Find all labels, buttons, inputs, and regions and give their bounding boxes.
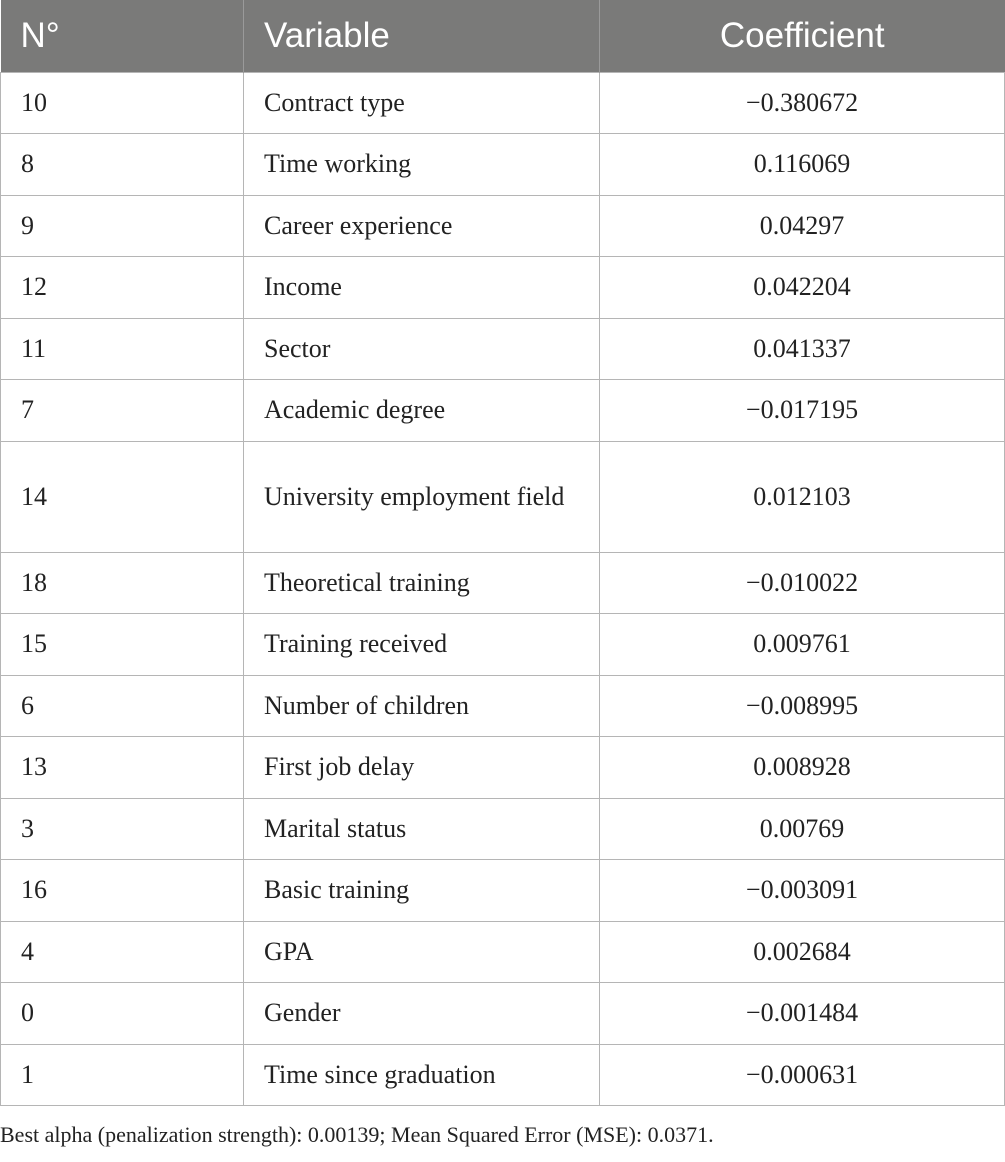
row-number: 10 — [1, 72, 244, 134]
table-row — [1, 257, 1005, 319]
table-row — [1, 675, 1005, 737]
row-number: 0 — [1, 983, 244, 1045]
header-number: N° — [1, 0, 244, 72]
row-variable: GPA — [244, 921, 600, 983]
row-coefficient: −0.008995 — [600, 675, 1005, 737]
row-number: 7 — [1, 380, 244, 442]
table-row — [1, 318, 1005, 380]
row-coefficient: −0.003091 — [600, 860, 1005, 922]
table-row — [1, 860, 1005, 922]
row-number: 15 — [1, 614, 244, 676]
header-coefficient: Coefficient — [600, 0, 1005, 72]
row-number: 8 — [1, 134, 244, 196]
row-variable: Training received — [244, 614, 600, 676]
table-row — [1, 552, 1005, 614]
table-row — [1, 798, 1005, 860]
row-variable: Basic training — [244, 860, 600, 922]
row-coefficient: −0.000631 — [600, 1044, 1005, 1106]
row-coefficient: 0.116069 — [600, 134, 1005, 196]
table-header-row — [1, 0, 1005, 72]
table-row — [1, 195, 1005, 257]
row-variable: Income — [244, 257, 600, 319]
row-variable: University employment field — [244, 441, 600, 552]
row-coefficient: −0.380672 — [600, 72, 1005, 134]
row-number: 3 — [1, 798, 244, 860]
row-coefficient: 0.04297 — [600, 195, 1005, 257]
row-variable: Marital status — [244, 798, 600, 860]
table-row — [1, 72, 1005, 134]
row-coefficient: 0.00769 — [600, 798, 1005, 860]
row-variable: Academic degree — [244, 380, 600, 442]
row-coefficient: 0.009761 — [600, 614, 1005, 676]
row-variable: Career experience — [244, 195, 600, 257]
row-coefficient: 0.002684 — [600, 921, 1005, 983]
row-variable: Time working — [244, 134, 600, 196]
row-number: 16 — [1, 860, 244, 922]
row-variable: Sector — [244, 318, 600, 380]
row-coefficient: −0.010022 — [600, 552, 1005, 614]
table-row — [1, 380, 1005, 442]
table-row — [1, 134, 1005, 196]
row-number: 9 — [1, 195, 244, 257]
row-coefficient: 0.042204 — [600, 257, 1005, 319]
table-row — [1, 1044, 1005, 1106]
row-variable: Number of children — [244, 675, 600, 737]
row-coefficient: 0.008928 — [600, 737, 1005, 799]
header-variable: Variable — [244, 0, 600, 72]
row-coefficient: 0.012103 — [600, 441, 1005, 552]
row-number: 6 — [1, 675, 244, 737]
row-coefficient: −0.017195 — [600, 380, 1005, 442]
row-number: 4 — [1, 921, 244, 983]
row-coefficient: −0.001484 — [600, 983, 1005, 1045]
table-row — [1, 983, 1005, 1045]
row-number: 18 — [1, 552, 244, 614]
row-number: 14 — [1, 441, 244, 552]
row-number: 12 — [1, 257, 244, 319]
row-number: 11 — [1, 318, 244, 380]
row-variable: Contract type — [244, 72, 600, 134]
row-variable: First job delay — [244, 737, 600, 799]
table-row — [1, 441, 1005, 552]
row-variable: Time since graduation — [244, 1044, 600, 1106]
table-row — [1, 737, 1005, 799]
row-number: 1 — [1, 1044, 244, 1106]
table-footnote: Best alpha (penalization strength): 0.00139; Mean Squared Error (MSE): 0.0371. — [0, 1122, 714, 1147]
row-coefficient: 0.041337 — [600, 318, 1005, 380]
table-row — [1, 614, 1005, 676]
row-number: 13 — [1, 737, 244, 799]
table-row — [1, 921, 1005, 983]
row-variable: Gender — [244, 983, 600, 1045]
row-variable: Theoretical training — [244, 552, 600, 614]
